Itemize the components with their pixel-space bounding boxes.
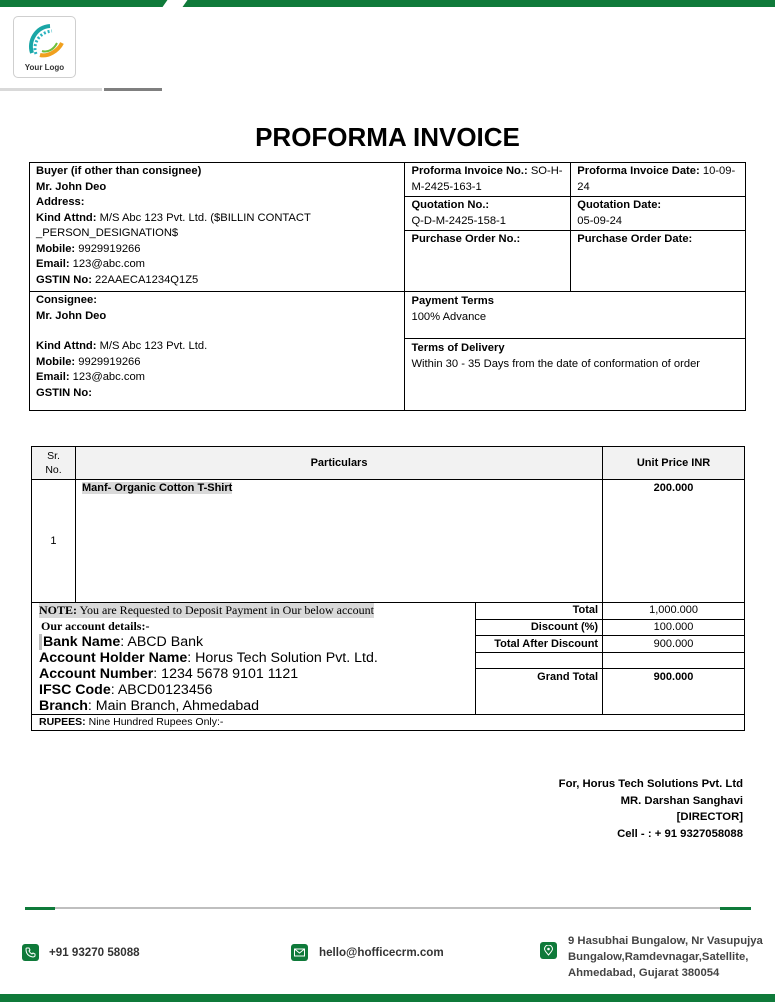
buyer-mobile-label: Mobile: [36,242,76,255]
quotation-date-cell [571,197,746,231]
consignee-mobile-label: Mobile: [36,355,76,368]
total-after-discount-value: 900.000 [603,636,745,653]
consignee-mobile-value: 9929919266 [75,355,141,368]
footer-rule [25,907,751,909]
ifsc-label: IFSC Code [39,682,111,698]
item-particular-cell [75,480,602,603]
buyer-name: Mr. John Deo [36,180,107,193]
table-row [32,480,745,603]
empty-total-cell [476,653,603,669]
items-table [31,446,745,731]
footer-rule-left-accent [25,907,55,910]
rupees-label: RUPEES: [39,716,86,728]
empty-total-value-cell [603,653,745,669]
buyer-kind-attnd-value: M/S Abc 123 Pvt. Ltd. ($BILLIN CONTACT _PERSON_DESIGNATION$ [36,211,311,239]
discount-label: Discount (%) [476,619,603,636]
delivery-terms-cell [405,339,746,411]
account-holder-line [39,650,468,666]
mail-icon [291,944,308,961]
buyer-cell [30,163,405,292]
item-unit-price: 200.000 [603,480,745,603]
rupees-value: Nine Hundred Rupees Only:- [85,716,224,728]
footer-rule-right-accent [720,907,751,910]
branch-label: Branch [39,698,88,714]
quotation-number-label: Quotation No.: [411,199,490,211]
bank-details [39,634,468,714]
account-details-heading: Our account details:- [41,619,150,633]
consignee-kind-attnd-label: Kind Attnd: [36,340,97,352]
pi-date-label: Proforma Invoice Date: [577,165,700,177]
total-value: 1,000.000 [603,603,745,620]
location-pin-icon [540,942,557,959]
payment-terms-cell [405,292,746,339]
quotation-date-label: Quotation Date: [577,199,662,211]
po-date-cell [571,231,746,292]
item-particular: Manf- Organic Cotton T-Shirt [81,482,233,494]
buyer-heading: Buyer (if other than consignee) [36,165,202,177]
signature-name: MR. Darshan Sanghavi [620,794,743,807]
pi-date-value: 10-09-24 [577,165,736,193]
quotation-number-cell [405,197,571,231]
buyer-email [36,257,398,273]
note-text: You are Requested to Deposit Payment in Our below account [77,603,374,617]
grand-total-value: 900.000 [603,668,745,714]
consignee-cell [30,292,405,411]
total-label: Total [476,603,603,620]
bank-name-label: Bank Name [39,634,120,650]
account-number-label: Account Number [39,666,154,682]
footer-phone[interactable]: +91 93270 58088 [49,946,140,959]
signature-cell: Cell - : + 91 9327058088 [617,827,743,840]
account-number-value: : 1234 5678 9101 1121 [153,666,299,682]
bank-name-value: : ABCD Bank [120,634,204,650]
header-unit-price: Unit Price INR [603,447,745,480]
po-number-label: Purchase Order No.: [411,233,521,245]
footer-address-line3: Ahmedabad, Gujarat 380054 [568,967,720,979]
buyer-gstin-value: 22AAECA1234Q1Z5 [91,273,199,286]
note-label: NOTE: [39,603,78,617]
total-after-discount-label: Total After Discount [476,636,603,653]
account-holder-value: : Horus Tech Solution Pvt. Ltd. [187,650,378,666]
ifsc-value: : ABCD0123456 [110,682,213,698]
account-number-line [39,666,468,682]
quotation-number-value: Q-D-M-2425-158-1 [411,214,506,227]
buyer-kind-attnd-label: Kind Attnd: [36,211,97,224]
consignee-mobile [36,355,398,371]
top-accent-bar [0,0,775,7]
buyer-kind-attnd [36,211,398,242]
buyer-gstin-label: GSTIN No: [36,273,92,286]
pi-number-value: SO-H-M-2425-163-1 [411,165,563,193]
footer-address-line1: 9 Hasubhai Bungalow, Nr Vasupujya [568,935,763,947]
payment-note [39,603,374,618]
buyer-info-table [29,162,746,411]
signature-company: For, Horus Tech Solutions Pvt. Ltd [558,778,743,790]
account-holder-label: Account Holder Name [39,650,188,666]
buyer-email-value: 123@abc.com [69,258,145,270]
signature-designation: [DIRECTOR] [676,811,743,823]
po-number-cell [405,231,571,292]
header-particulars: Particulars [75,447,602,480]
header-rule-dark [104,88,162,91]
signature-block [559,776,743,842]
payment-terms-label: Payment Terms [411,295,494,307]
delivery-terms-label: Terms of Delivery [411,342,505,354]
po-date-label: Purchase Order Date: [577,233,693,245]
ifsc-line [39,682,468,698]
discount-value: 100.000 [603,619,745,636]
consignee-email-value: 123@abc.com [69,371,145,383]
bank-name-line [39,634,468,650]
rupees-in-words [32,715,745,731]
pi-date-cell [571,163,746,197]
delivery-terms-value: Within 30 - 35 Days from the date of conformation of order [411,357,701,370]
payment-terms-value: 100% Advance [411,310,487,323]
quotation-date-value: 05-09-24 [577,214,623,227]
header-sr-no: Sr. No. [32,447,76,480]
header-rule-light [0,88,102,91]
grand-total-label: Grand Total [476,668,603,714]
note-bank-cell [32,603,476,715]
pi-number-cell [405,163,571,197]
pi-number-label: Proforma Invoice No.: [411,165,528,177]
consignee-name: Mr. John Deo [36,309,107,322]
logo-swoosh-icon [26,23,66,61]
consignee-gstin-label: GSTIN No: [36,386,92,399]
company-logo [13,16,76,78]
branch-line [39,698,468,714]
phone-icon [22,944,39,961]
buyer-address-label: Address: [36,196,85,208]
consignee-email [36,370,398,386]
consignee-email-label: Email: [36,371,70,383]
logo-text: Your Logo [24,63,65,72]
consignee-kind-attnd-value: M/S Abc 123 Pvt. Ltd. [96,340,208,352]
buyer-gstin [36,273,398,289]
bottom-accent-bar [0,994,775,1002]
branch-value: : Main Branch, Ahmedabad [87,698,260,714]
item-sr-no: 1 [32,480,76,603]
footer-address-line2: Bungalow,Ramdevnagar,Satellite, [568,951,749,963]
page-title: PROFORMA INVOICE [255,122,520,152]
buyer-mobile-value: 9929919266 [75,242,141,255]
footer-email[interactable]: hello@hofficecrm.com [319,946,444,959]
consignee-heading: Consignee: [36,294,97,306]
buyer-mobile [36,242,398,258]
buyer-email-label: Email: [36,258,70,270]
footer-address [568,933,763,981]
consignee-kind-attnd [36,339,398,355]
